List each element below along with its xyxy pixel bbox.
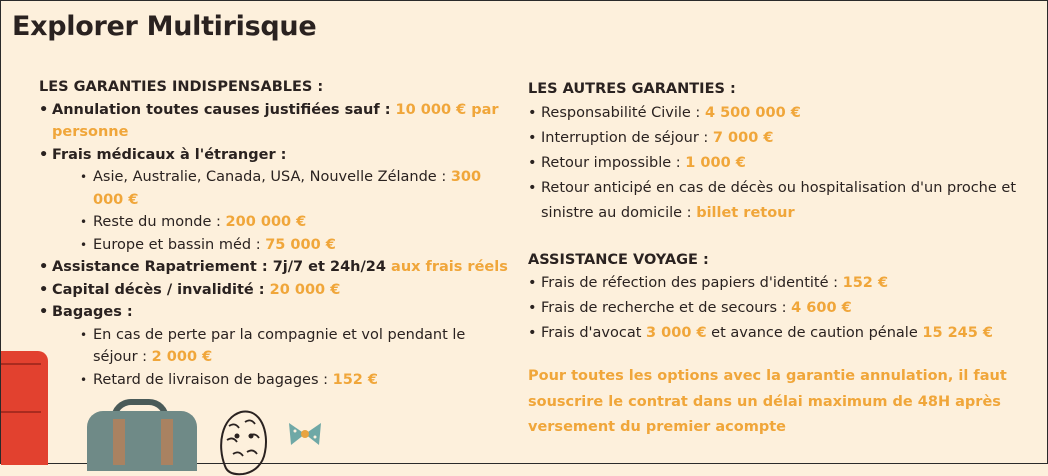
capital-amount: 20 000 €: [269, 281, 341, 298]
rapatriement-amount: aux frais réels: [391, 259, 508, 275]
essential-guarantees-list: [39, 99, 509, 392]
assistance-heading: ASSISTANCE VOYAGE :: [528, 251, 709, 268]
item-amount: 7 000 €: [712, 129, 774, 146]
item-amount: 4 600 €: [791, 300, 852, 316]
item-amount: billet retour: [696, 204, 795, 221]
other-guarantees-column: [528, 78, 1038, 455]
caution-amount: 15 245 €: [922, 325, 993, 341]
item-label: Frais de recherche et de secours :: [541, 300, 792, 316]
avocat-label: Frais d'avocat: [541, 325, 647, 341]
item-amount: 300 000 €: [93, 169, 482, 208]
annulation-amount: 10 000 € par personne: [52, 101, 499, 140]
list-item: [528, 126, 1038, 151]
item-amount: 200 000 €: [225, 214, 307, 230]
bagages-label: Bagages :: [52, 304, 133, 320]
bag-strap-illustration: [113, 419, 125, 465]
assistance-list: [528, 271, 1038, 346]
list-item: [528, 151, 1038, 176]
list-item-rapatriement: [39, 256, 509, 279]
item-amount: 152 €: [842, 275, 889, 291]
list-item: [52, 166, 509, 211]
annulation-label: Annulation toutes causes justifiées sauf :: [52, 101, 396, 118]
list-item: [528, 101, 1038, 126]
item-label: Retard de livraison de bagages :: [93, 371, 333, 388]
list-item-annulation: [39, 99, 509, 144]
item-label: Retour anticipé en cas de décès ou hospitalisation d'un proche et sinistre au domicile :: [541, 179, 1017, 221]
list-item-avocat: [528, 321, 1038, 346]
item-label: Frais de réfection des papiers d'identité :: [541, 275, 843, 291]
frais-medicaux-sublist: [52, 166, 509, 256]
list-item: [528, 296, 1038, 321]
bagages-sublist: [52, 324, 509, 392]
essential-guarantees-heading: LES GARANTIES INDISPENSABLES :: [39, 79, 324, 95]
dog-illustration: [215, 406, 271, 476]
rapatriement-label: Assistance Rapatriement : 7j/7 et 24h/24: [52, 259, 392, 275]
list-item-capital: [39, 279, 509, 302]
item-label: Reste du monde :: [93, 214, 226, 230]
list-item-bagages: [39, 301, 509, 391]
list-item: [52, 234, 509, 257]
list-item: [528, 271, 1038, 296]
subscription-notice: Pour toutes les options avec la garantie annulation, il faut souscrire le contrat dans un délai maximum de 48H après versement du premier acompte: [528, 368, 1007, 435]
essential-guarantees-column: [39, 76, 509, 391]
item-amount: 4 500 000 €: [704, 104, 801, 121]
caution-label: et avance de caution pénale: [706, 325, 923, 341]
bag-illustration: [87, 411, 197, 471]
item-amount: 152 €: [332, 371, 379, 388]
item-label: Interruption de séjour :: [541, 129, 713, 146]
item-label: Retour impossible :: [541, 154, 686, 171]
list-item: [52, 211, 509, 234]
frais-medicaux-label: Frais médicaux à l'étranger :: [52, 146, 287, 163]
page-title: Explorer Multirisque: [12, 11, 317, 42]
suitcase-illustration: [1, 351, 48, 465]
item-label: Responsabilité Civile :: [541, 104, 705, 121]
item-label: En cas de perte par la compagnie et vol pendant le séjour :: [93, 326, 466, 365]
item-amount: 75 000 €: [265, 236, 336, 253]
list-item: [528, 176, 1038, 226]
item-amount: 2 000 €: [151, 349, 213, 365]
other-guarantees-heading: LES AUTRES GARANTIES :: [528, 81, 736, 97]
bag-strap-illustration: [161, 419, 173, 465]
list-item: [52, 369, 509, 392]
capital-label: Capital décès / invalidité :: [52, 281, 270, 298]
avocat-amount: 3 000 €: [646, 325, 707, 341]
list-item-frais-medicaux: [39, 144, 509, 257]
item-label: Europe et bassin méd :: [93, 236, 266, 253]
item-label: Asie, Australie, Canada, USA, Nouvelle Zélande :: [93, 169, 451, 185]
other-guarantees-list: [528, 101, 1038, 226]
bow-illustration: [287, 419, 323, 449]
list-item: [52, 324, 509, 369]
item-amount: 1 000 €: [685, 154, 746, 171]
